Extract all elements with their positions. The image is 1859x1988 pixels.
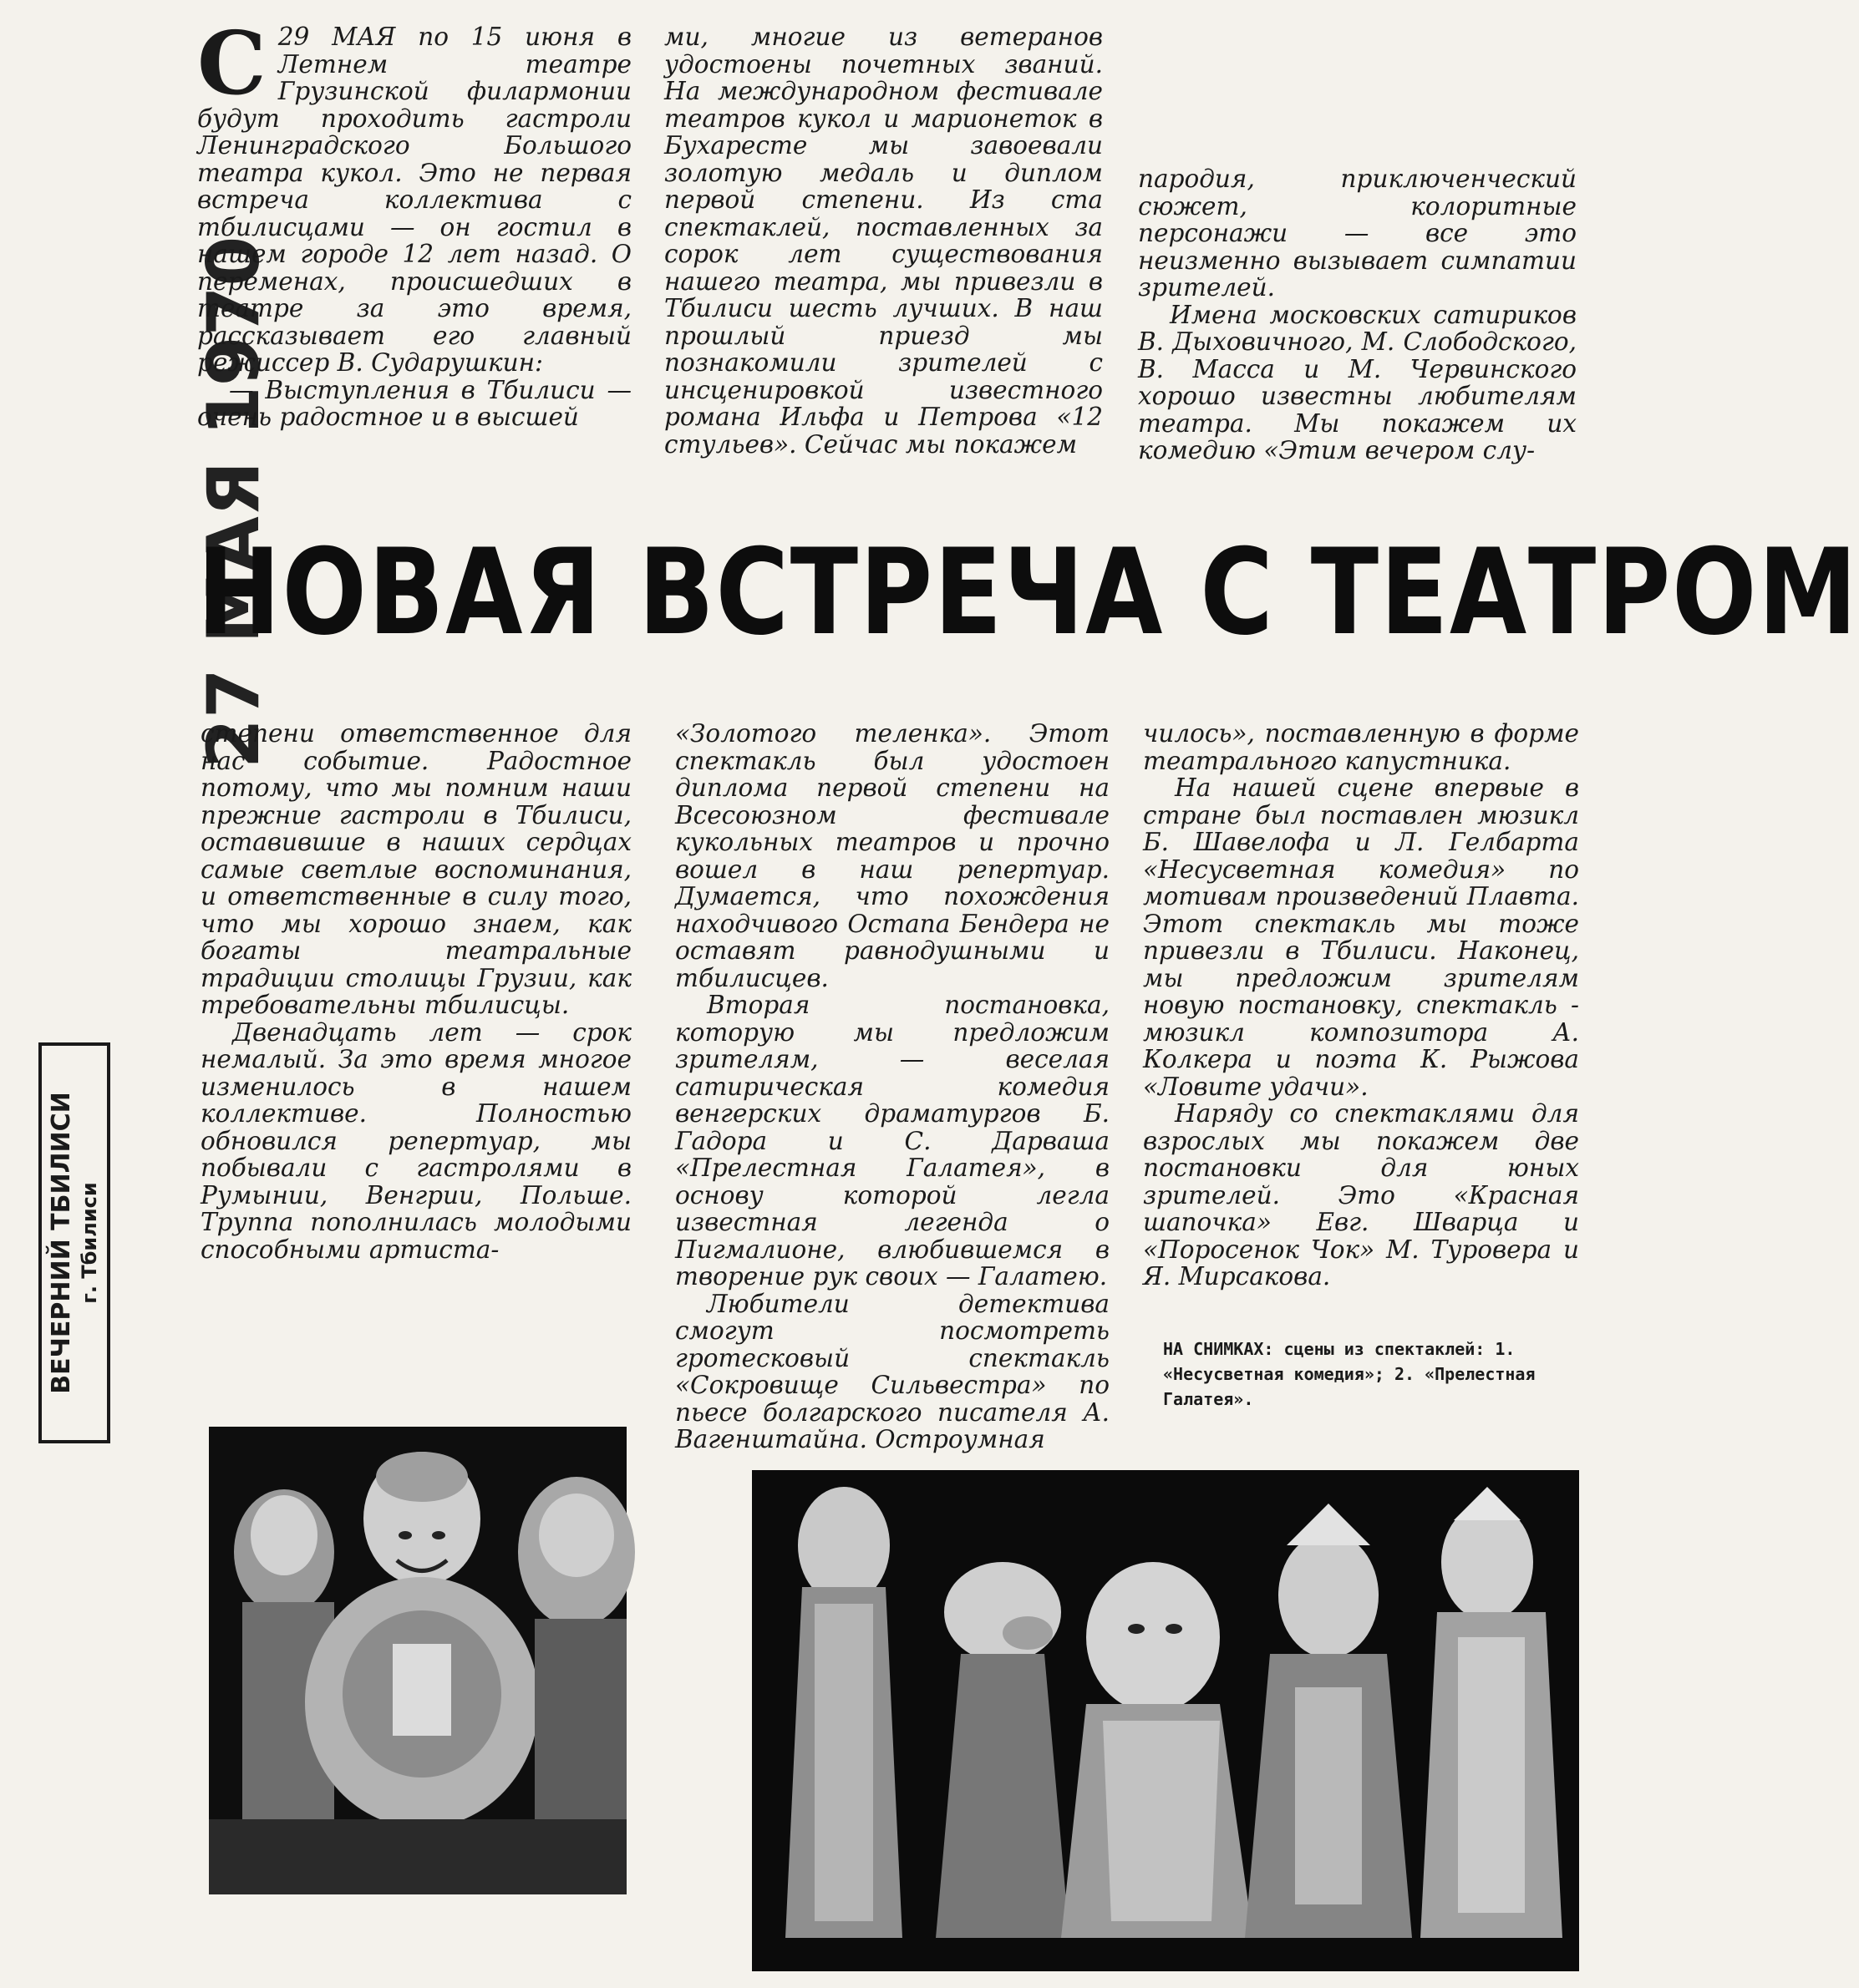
- article-column-2-top: [664, 23, 1103, 479]
- puppet-scene-1-image: [209, 1427, 627, 1894]
- paragraph: На нашей сцене впервые в стране был поставлен мюзикл Б. Шавелофа и Л. Гелбарта «Несусветная комедия» по мотивам произведений Плавта. Этот спектакль мы тоже привезли в Тбилиси. Наконец, мы предложим зрителям новую постановку, спектакль - мюзикл композитора А. Колкера и поэта К. Рыжова «Ловите удачи».: [1143, 773, 1579, 1101]
- headline: НОВАЯ ВСТРЕЧА С ТЕАТРОМ: [197, 524, 1859, 662]
- paragraph: Двенадцать лет — срок немалый. За это время многое изменилось в нашем коллективе. Полностью обновился репертуар, мы побывали с гастролями в Румынии, Венгрии, Польше. Труппа пополнилась молодыми способными артиста-: [201, 1017, 632, 1264]
- puppet-scene-2-image: [752, 1470, 1579, 1971]
- paragraph: Любители детектива смогут посмотреть гротесковый спектакль «Сокровище Сильвестра» по пьесе болгарского писателя А. Вагенштайна. Остроумная: [675, 1289, 1110, 1453]
- photo-puppet-scene-2: [752, 1470, 1579, 1971]
- article-column-3-top: [1138, 165, 1577, 479]
- source-city: г. Тбилиси: [78, 1182, 101, 1304]
- paragraph: чилось», поставленную в форме театрального капустника.: [1143, 719, 1579, 775]
- article-column-1-bottom: [201, 720, 632, 1397]
- photo-puppet-scene-1: [209, 1427, 627, 1894]
- photo-caption: НА СНИМКАХ: сцены из спектаклей: 1. «Несусветная комедия»; 2. «Прелестная Галатея».: [1163, 1339, 1536, 1409]
- source-stamp: [38, 1042, 110, 1443]
- paragraph: ми, многие из ветеранов удостоены почетных званий. На международном фестивале театров кукол и марионеток в Бухаресте мы завоевали золотую медаль и диплом первой степени. Из ста спектаклей, поставленных за сорок лет существования нашего театра, мы привезли в Тбилиси шесть лучших. В наш прошлый приезд мы познакомили зрителей с инсценировкой известного романа Ильфа и Петрова «12 стульев». Сейчас мы покажем: [664, 23, 1103, 459]
- source-stamp-text: [47, 1092, 102, 1393]
- paragraph: «Золотого теленка». Этот спектакль был удостоен диплома первой степени на Всесоюзном фестивале кукольных театров и прочно вошел в наш репертуар. Думается, что похождения находчивого Остапа Бендера не оставят равнодушными и тбилисцев.: [675, 719, 1110, 992]
- paragraph: Наряду со спектаклями для взрослых мы покажем две постановки для юных зрителей. Это «Красная шапочка» Евг. Шварца и «Поросенок Чок» М. Туровера и Я. Мирсакова.: [1143, 1099, 1579, 1291]
- paragraph: — Выступления в Тбилиси — очень радостное и в высшей: [197, 375, 632, 431]
- paragraph: Вторая постановка, которую мы предложим зрителям, — веселая сатирическая комедия венгерских драматургов Б. Гадора и С. Дарваша «Прелестная Галатея», в основу которой легла известная легенда о Пигмалионе, влюбившемся в творение рук своих — Галатею.: [675, 991, 1110, 1291]
- article-column-2-bottom: [675, 720, 1110, 1455]
- article-column-1-top: [197, 12, 632, 479]
- paragraph: 29 МАЯ по 15 июня в Летнем театре Грузинской филармонии будут проходить гастроли Ленинградского Большого театра кукол. Это не первая встреча коллектива с тбилисцами — он гостил в нашем городе 12 лет назад. О переменах, происшедших в театре за это время, рассказывает его главный режиссер В. Сударушкин:: [197, 23, 632, 377]
- paragraph: Имена московских сатириков В. Дыховичного, М. Слободского, В. Масса и М. Червинского хорошо известны любителям театра. Мы покажем их комедию «Этим вечером слу-: [1138, 300, 1577, 464]
- paragraph: пародия, приключенческий сюжет, колоритные персонажи — все это неизменно вызывает симпатии зрителей.: [1138, 165, 1577, 302]
- date-stamp: 27 МАЯ 1970: [192, 236, 276, 768]
- drop-cap: С: [197, 12, 267, 114]
- article-column-3-bottom: [1143, 720, 1579, 1305]
- source-name: ВЕЧЕРНИЙ ТБИЛИСИ: [47, 1092, 76, 1394]
- paragraph: степени ответственное для нас событие. Радостное потому, что мы помним наши прежние гастроли в Тбилиси, оставившие в наших сердцах самые светлые воспоминания, и ответственные в силу того, что мы хорошо знаем, как богаты театральные традиции столицы Грузии, как требовательны тбилисцы.: [201, 719, 632, 1019]
